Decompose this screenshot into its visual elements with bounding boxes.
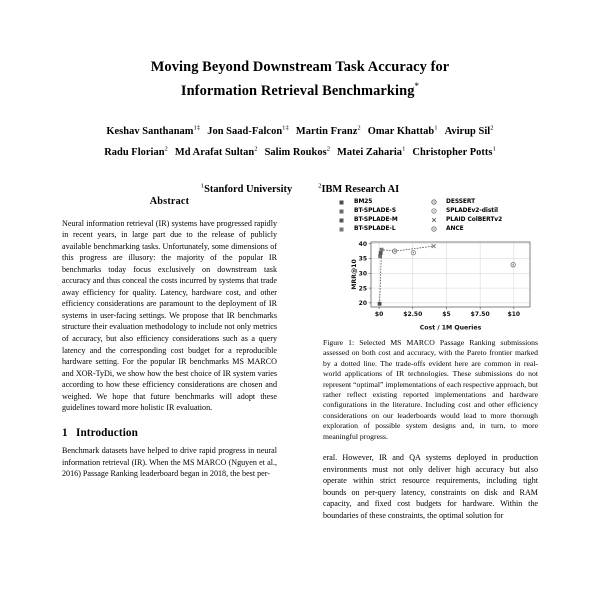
- author-affiliation-marker: 2: [164, 145, 168, 153]
- figure-caption: Figure 1: Selected MS MARCO Passage Ranking submissions assessed on both cost and accuracy, with the Pareto frontier marked by a dotted line. The trade-offs evident here are common in real-world applications of IR technologies. These submissions do not represent “optimal” implementations of each respective approach, but rather reflect existing reported implementations and hardware configurations in the literature. Including cost and other efficiency considerations on our leaderboards would lead to more thorough exploration of possible system designs and, in turn, to more meaningful progress.: [323, 338, 538, 441]
- right-column-text: eral. However, IR and QA systems deployed in production environments must not only deliver high accuracy but also operate within strict resource requirements, including tight bounds on per-query latency, constraints on disk and RAM capacity, and fixed cost budgets for hardware. Within the boundaries of these constraints, the optimal solution for: [323, 453, 538, 520]
- circle-marker-icon: [429, 226, 438, 232]
- legend-label: BT-SPLADE-S: [354, 208, 397, 214]
- abstract-text: Neural information retrieval (IR) systems have progressed rapidly in recent years, in large part due to the release of publicly available benchmarking tasks. Unfortunately, some dimensions of this progress are illusory: the majority of the popular IR benchmarks today focus exclusively on downstream task accuracy and thus conceal the costs incurred by systems that trade away efficiency for quality. Latency, hardware cost, and other efficiency considerations are paramount to the deployment of IR systems in user-facing settings. We propose that IR benchmarks structure their evaluation methodology to include not only metrics of accuracy, but also efficiency considerations such as a query latency and the corresponding cost budget for a reproducible hardware setting. For the popular IR benchmarks MS MARCO and XOR-TyDi, we show how the best choice of IR system varies according to how these efficiency considerations are chosen and weighed. We hope that future benchmarks will adopt these guidelines toward more holistic IR evaluation.: [62, 218, 277, 413]
- square-marker-icon: [337, 218, 346, 223]
- svg-text:25: 25: [358, 285, 367, 293]
- author-affiliation-marker: 2: [254, 145, 258, 153]
- affiliation-name: Stanford University: [204, 184, 293, 196]
- title-footnote-marker: *: [414, 81, 420, 91]
- author-entry: [368, 126, 438, 137]
- legend-label: ANCE: [446, 226, 464, 232]
- body-columns: [0, 196, 600, 600]
- square-marker-icon: [337, 209, 346, 214]
- author-name: Christopher Potts: [412, 146, 493, 158]
- section-heading-introduction: [62, 428, 277, 440]
- legend-item-plaid-colbertv2: [429, 216, 539, 224]
- author-affiliation-marker: 2: [326, 145, 331, 153]
- legend-item-bt-splade-l: [337, 225, 425, 233]
- affiliation-marker: 2: [318, 182, 322, 190]
- author-affiliation-marker: 1: [402, 145, 406, 153]
- author-name: Radu Florian: [104, 146, 165, 158]
- author-affiliation-marker: 2: [490, 124, 494, 132]
- author-name: Salim Roukos: [264, 146, 327, 158]
- svg-text:$7.50: $7.50: [470, 311, 490, 318]
- legend-label: BT-SPLADE-L: [354, 226, 396, 232]
- legend-label: PLAID ColBERTv2: [446, 217, 503, 223]
- author-entry: [296, 126, 361, 137]
- author-name: Martin Franz: [295, 126, 358, 138]
- legend-item-spladev2-distil: [429, 207, 539, 215]
- legend-label: SPLADEv2-distil: [446, 208, 499, 214]
- author-entry: [106, 126, 200, 137]
- svg-text:$0: $0: [374, 311, 384, 318]
- author-entry: [104, 147, 168, 158]
- abstract-heading: Abstract: [149, 196, 190, 207]
- author-name: Jon Saad-Falcon: [207, 126, 283, 138]
- right-column: [323, 196, 538, 521]
- svg-text:MRR@10: MRR@10: [351, 259, 358, 290]
- author-entry: [175, 147, 258, 158]
- paper-title-line2: Information Retrieval Benchmarking: [180, 82, 415, 99]
- legend-item-ance: [429, 225, 539, 233]
- figure-1: [323, 198, 538, 442]
- legend-label: BT-SPLADE-M: [354, 217, 398, 223]
- left-column: [62, 196, 277, 480]
- affiliation-entry: [201, 184, 292, 195]
- square-marker-icon: [337, 200, 346, 205]
- introduction-text: Benchmark datasets have helped to drive rapid progress in neural information retrieval (IR). When the MS MARCO (Nguyen et al., 2016) Passage Ranking leaderboard began in 2018, the best per-: [62, 446, 277, 479]
- svg-text:$10: $10: [507, 311, 521, 318]
- svg-text:$5: $5: [442, 311, 451, 318]
- legend-label: DESSERT: [446, 199, 476, 205]
- affiliation-marker: 1: [200, 182, 205, 190]
- author-affiliation-marker: 1‡: [193, 124, 201, 132]
- svg-text:$2.50: $2.50: [403, 311, 423, 318]
- circle-marker-icon: [429, 208, 438, 214]
- chart-legend: [337, 198, 538, 233]
- author-name: Keshav Santhanam: [106, 126, 194, 138]
- author-name: Matei Zaharia: [337, 146, 403, 158]
- author-entry: [445, 126, 494, 137]
- x-marker-icon: [429, 217, 438, 223]
- author-affiliation-marker: 1‡: [282, 124, 289, 132]
- svg-text:20: 20: [358, 300, 367, 308]
- affiliation-entry: [318, 184, 399, 195]
- author-affiliation-marker: 1: [434, 124, 438, 132]
- section-title: Introduction: [76, 426, 138, 439]
- square-marker-icon: [337, 227, 346, 232]
- author-entry: [265, 147, 330, 158]
- page-title: [0, 58, 600, 101]
- author-line-1: [0, 120, 600, 140]
- circle-marker-icon: [429, 199, 438, 205]
- affiliation-name: IBM Research AI: [321, 184, 400, 196]
- chart-plot-area: [323, 237, 538, 333]
- author-affiliation-marker: 2: [357, 124, 361, 132]
- author-list: [0, 120, 600, 161]
- svg-text:Cost / 1M Queries: Cost / 1M Queries: [419, 324, 482, 332]
- title-block: [0, 0, 600, 195]
- author-line-2: [0, 140, 600, 160]
- legend-label: BM25: [354, 199, 373, 205]
- scatter-plot: [323, 237, 538, 333]
- legend-item-bm25: [337, 198, 425, 206]
- legend-item-bt-splade-s: [337, 207, 425, 215]
- svg-text:35: 35: [358, 255, 367, 263]
- author-entry: [412, 147, 495, 158]
- author-entry: [337, 147, 405, 158]
- paper-title-line1: Moving Beyond Downstream Task Accuracy for: [150, 59, 450, 75]
- author-name: Md Arafat Sultan: [174, 146, 255, 158]
- author-entry: [207, 126, 289, 137]
- affiliation-list: [0, 183, 600, 195]
- svg-text:30: 30: [358, 270, 367, 278]
- author-name: Omar Khattab: [367, 126, 435, 138]
- author-affiliation-marker: 1: [492, 145, 496, 153]
- svg-text:40: 40: [358, 240, 367, 248]
- legend-item-dessert: [429, 198, 539, 206]
- section-number: 1: [62, 426, 68, 439]
- legend-item-bt-splade-m: [337, 216, 425, 224]
- author-name: Avirup Sil: [444, 126, 491, 138]
